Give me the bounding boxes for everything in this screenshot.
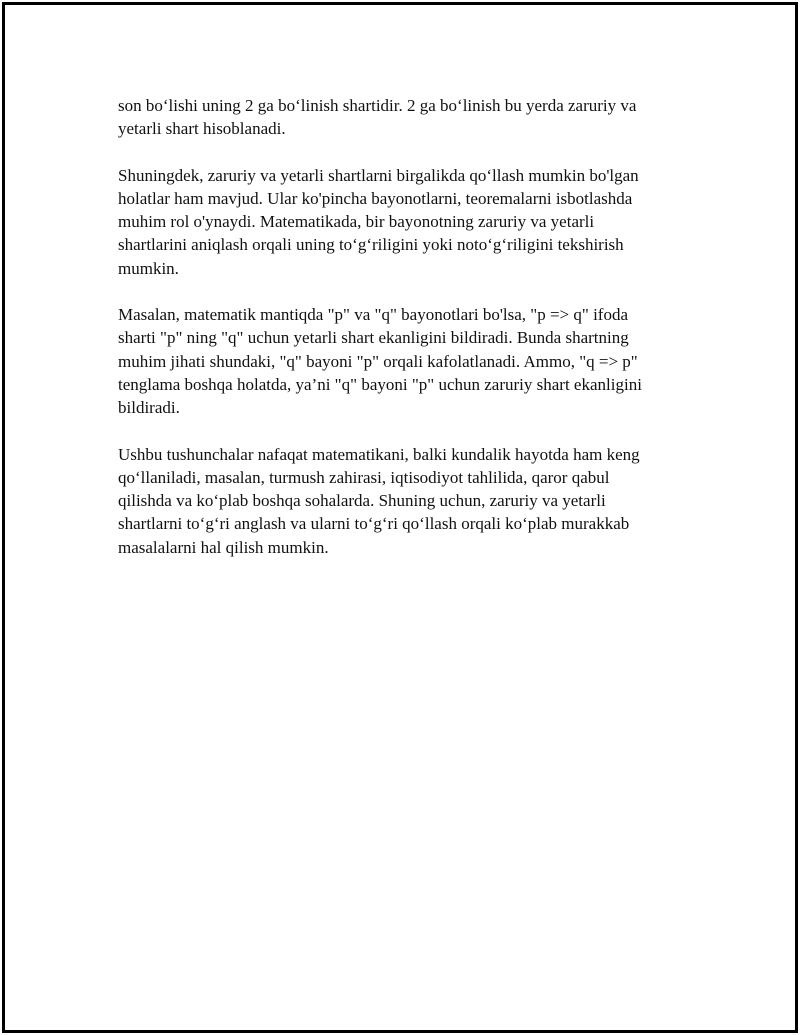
text-line: son bo‘lishi uning 2 ga bo‘linish shartidir. 2 ga bo‘linish bu yerda zaruriy va — [118, 96, 637, 115]
text-line: sharti "p" ning "q" uchun yetarli shart ekanligini bildiradi. Bunda shartning — [118, 328, 629, 348]
text-line: holatlar ham mavjud. Ular ko'pincha bayonotlarni, teoremalarni isbotlashda — [118, 188, 633, 208]
text-line: masalalarni hal qilish mumkin. — [118, 537, 329, 557]
paragraph-3 — [118, 303, 698, 419]
text-line: Masalan, matematik mantiqda "p" va "q" bayonotlari bo'lsa, "p => q" ifoda — [118, 305, 629, 325]
paragraph-4 — [118, 443, 698, 559]
paragraph-1 — [118, 94, 698, 141]
paragraph-2 — [118, 164, 698, 280]
text-line: qilishda va ko‘plab boshqa sohalarda. Shuning uchun, zaruriy va yetarli — [118, 491, 606, 511]
text-line: mumkin. — [118, 258, 179, 278]
text-line: shartlarini aniqlash orqali uning to‘g‘riligini yoki noto‘g‘riligini tekshirish — [118, 235, 624, 255]
text-line: muhim rol o'ynaydi. Matematikada, bir bayonotning zaruriy va yetarli — [118, 212, 595, 232]
document-body — [118, 94, 698, 582]
text-line: yetarli shart hisoblanadi. — [118, 119, 286, 139]
text-line: Shuningdek, zaruriy va yetarli shartlarni birgalikda qo‘llash mumkin bo'lgan — [118, 165, 639, 185]
text-line: Ushbu tushunchalar nafaqat matematikani, balki kundalik hayotda ham keng — [118, 444, 640, 464]
text-line: muhim jihati shundaki, "q" bayoni "p" orqali kafolatlanadi. Ammo, "q => p" — [118, 351, 638, 371]
text-line: qo‘llaniladi, masalan, turmush zahirasi, iqtisodiyot tahlilida, qaror qabul — [118, 467, 610, 487]
text-line: shartlarni to‘g‘ri anglash va ularni to‘g‘ri qo‘llash orqali ko‘plab murakkab — [118, 514, 630, 534]
text-line: bildiradi. — [118, 398, 180, 418]
text-line: tenglama boshqa holatda, ya’ni "q" bayoni "p" uchun zaruriy shart ekanligini — [118, 374, 642, 394]
